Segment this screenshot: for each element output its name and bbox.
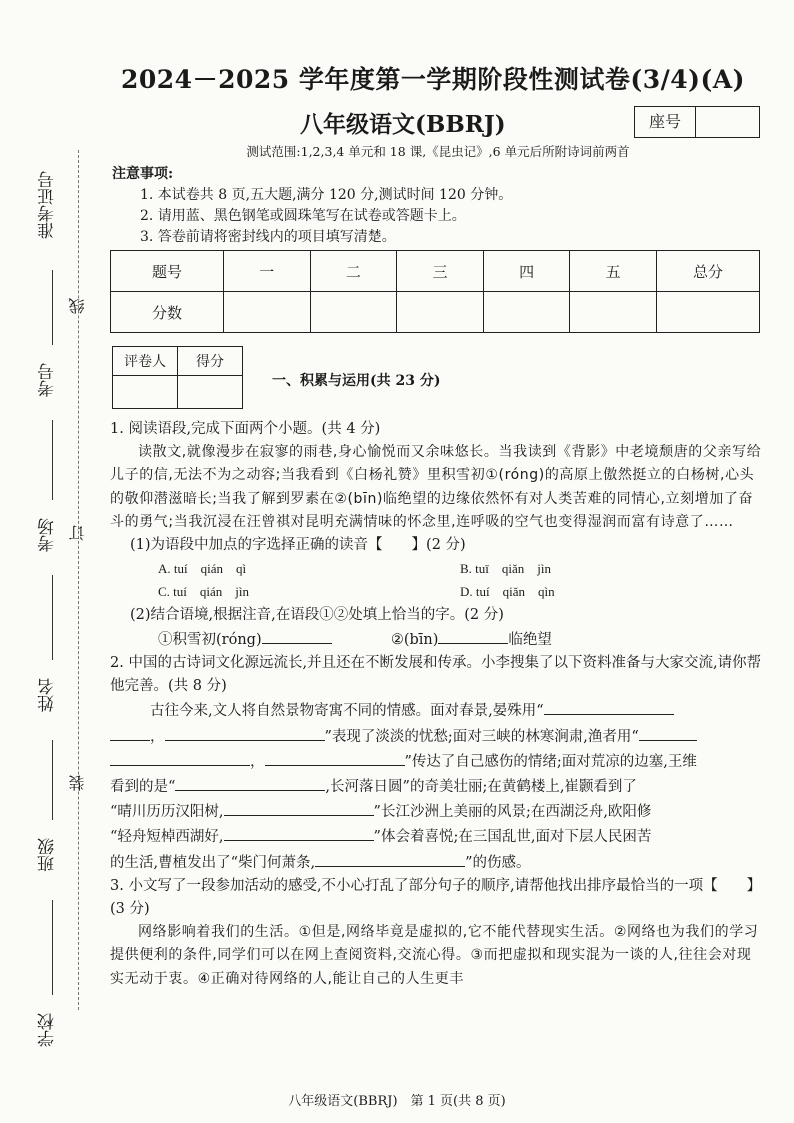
poem-blank[interactable] [544, 698, 674, 715]
score-field[interactable] [397, 292, 484, 333]
page-title: 2024－2025 学年度第一学期阶段性测试卷(3/4)(A) [121, 65, 745, 94]
q2-text: 古往今来,文人将自然景物寄寓不同的情感。面对春景,晏殊用“ [150, 703, 544, 720]
q2-text: ,长河落日圆”的奇美壮丽;在黄鹤楼上,崔颢看到了 [325, 779, 637, 796]
section-heading: 一、积累与运用(共 23 分) [272, 373, 441, 389]
fill1-prefix: ①积雪初(róng) [158, 631, 262, 648]
poem-blank[interactable] [224, 824, 374, 841]
question-body [110, 418, 762, 991]
page-footer: 八年级语文(BBRJ) 第 1 页(共 8 页) [288, 1094, 506, 1109]
score-cell: 四 [483, 251, 570, 292]
q1-options-row [110, 580, 762, 603]
q2-text: ”的伤感。 [465, 854, 531, 871]
name-label: 姓名 [38, 678, 58, 712]
score-field[interactable] [570, 292, 657, 333]
q2-line [110, 724, 762, 749]
score-table [110, 250, 760, 333]
poem-blank[interactable] [110, 724, 150, 741]
poem-blank[interactable] [315, 850, 465, 867]
poem-blank[interactable] [110, 749, 250, 766]
q2-text: ”表现了淡淡的忧愁;面对三峡的林寒涧肃,渔者用“ [324, 728, 639, 745]
exam-id-label: 准考证号 [38, 171, 58, 239]
seal-char-bind: 装 [68, 775, 87, 791]
q2-line [110, 850, 762, 875]
fill2-prefix: ②(bīn) [390, 631, 439, 648]
seal-char-order: 订 [68, 525, 87, 541]
q2-text: 的生活,曹植发出了“柴门何萧条, [110, 854, 316, 871]
fill1-blank[interactable] [262, 627, 332, 644]
q2-line [110, 774, 762, 799]
name-line [52, 575, 53, 660]
score-cell: 一 [224, 251, 311, 292]
score-field[interactable] [224, 292, 311, 333]
note-item: 1. 本试卷共 8 页,五大题,满分 120 分,测试时间 120 分钟。 [140, 187, 513, 203]
q2-line [110, 749, 762, 774]
option-b[interactable]: B. tuī qiǎn jìn [460, 561, 552, 577]
test-scope: 测试范围:1,2,3,4 单元和 18 课,《昆虫记》,6 单元后所附诗词前两首 [246, 144, 630, 159]
seat-number-box [634, 106, 760, 138]
grader-label: 评卷人 [113, 347, 178, 376]
q1-passage: 读散文,就像漫步在寂寥的雨巷,身心愉悦而又余味悠长。当我读到《背影》中老境颓唐的父亲写给儿子的信,无法不为之动容;当我看到《白杨礼赞》里积雪初①(róng)的高原上傲然挺立的白杨树,心头的敬仰潜滋暗长;当我了解到罗素在②(bīn)临绝望的边缘依然怀有对人类苦难的同情心,立刻增加了奋斗的勇气;当我沉浸在汪曾祺对昆明充满情味的怀念里,连呼吸的空气也变得湿润而富有诗意了…… [110, 444, 762, 530]
notes [112, 164, 512, 248]
q2-line [110, 824, 762, 849]
q1-fill-row [110, 627, 762, 652]
score-cell: 五 [570, 251, 657, 292]
option-c[interactable]: C. tuí qián jìn [158, 584, 250, 600]
class-line [52, 740, 53, 820]
q2-line [110, 698, 762, 723]
school-line [52, 900, 53, 995]
score-cell: 二 [310, 251, 397, 292]
score-field[interactable] [310, 292, 397, 333]
q1-sub1: (1)为语段中加点的字选择正确的读音【 】(2 分) [130, 537, 466, 554]
q1-options-row [110, 557, 762, 580]
grader-score-field[interactable] [178, 376, 243, 409]
q2-text: ”传达了自己感伤的情绪;面对荒凉的边塞,王维 [404, 753, 697, 770]
option-a[interactable]: A. tuí qián qì [158, 561, 247, 577]
poem-blank[interactable] [639, 724, 697, 741]
hall-label: 考场 [38, 518, 58, 552]
q3-passage: 网络影响着我们的生活。①但是,网络毕竟是虚拟的,它不能代替现实生活。②网络也为我们的学习提供便利的条件,同学们可以在网上查阅资料,交流心得。③而把虚拟和现实混为一谈的人,往往会对现实无动于衷。④正确对待网络的人,能让自己的人生更丰 [110, 924, 759, 987]
score-field[interactable] [657, 292, 760, 333]
page-subtitle: 八年级语文(BBRJ) [300, 111, 506, 138]
q2-line [110, 799, 762, 824]
score-cell: 三 [397, 251, 484, 292]
q2-text: ”体会着喜悦;在三国乱世,面对下层人民困苦 [373, 829, 652, 846]
seat-field[interactable] [696, 107, 759, 137]
q1-sub2: (2)结合语境,根据注音,在语段①②处填上恰当的字。(2 分) [130, 606, 504, 623]
fill2-blank[interactable] [438, 627, 508, 644]
poem-blank[interactable] [165, 724, 325, 741]
fill2-suffix: 临绝望 [508, 631, 552, 648]
poem-blank[interactable] [175, 774, 325, 791]
q2-text: ， [250, 753, 265, 770]
score-table-header-row [111, 251, 760, 292]
score-table-score-row [111, 292, 760, 333]
score-cell: 题号 [111, 251, 224, 292]
q2-text: 看到的是“ [110, 779, 176, 796]
note-item: 3. 答卷前请将密封线内的项目填写清楚。 [140, 229, 396, 245]
poem-blank[interactable] [224, 799, 374, 816]
note-item: 2. 请用蓝、黑色钢笔或圆珠笔写在试卷或答题卡上。 [140, 208, 466, 224]
q2-text: “晴川历历汉阳树, [110, 804, 224, 821]
seat-label: 座号 [635, 107, 696, 137]
q1-stem: 1. 阅读语段,完成下面两个小题。(共 4 分) [110, 421, 381, 437]
poem-blank[interactable] [265, 749, 405, 766]
class-label: 班级 [38, 838, 58, 872]
grader-score-label: 得分 [178, 347, 243, 376]
option-d[interactable]: D. tuí qiǎn qìn [460, 584, 555, 600]
score-row-label: 分数 [111, 292, 224, 333]
q2-stem: 2. 中国的古诗词文化源远流长,并且还在不断发展和传承。小李搜集了以下资料准备与大家交流,请你帮他完善。(共 8 分) [110, 655, 762, 695]
q2-text: “轻舟短棹西湖好, [110, 829, 224, 846]
q2-text: ”长江沙洲上美丽的风景;在西湖泛舟,欧阳修 [373, 804, 652, 821]
room-line [52, 270, 53, 345]
notes-heading: 注意事项: [112, 166, 174, 182]
q3-stem: 3. 小文写了一段参加活动的感受,不小心打乱了部分句子的顺序,请帮他找出排序最恰当的一项【 】(3 分) [110, 877, 762, 918]
school-label: 学校 [38, 1013, 58, 1047]
seal-line [78, 150, 79, 1010]
seal-char-line: 线 [68, 298, 87, 314]
grader-table [112, 346, 243, 409]
room-label: 考号 [38, 363, 58, 397]
score-field[interactable] [483, 292, 570, 333]
q2-text: ， [150, 728, 165, 745]
score-cell: 总分 [657, 251, 760, 292]
hall-line [52, 420, 53, 500]
grader-field[interactable] [113, 376, 178, 409]
